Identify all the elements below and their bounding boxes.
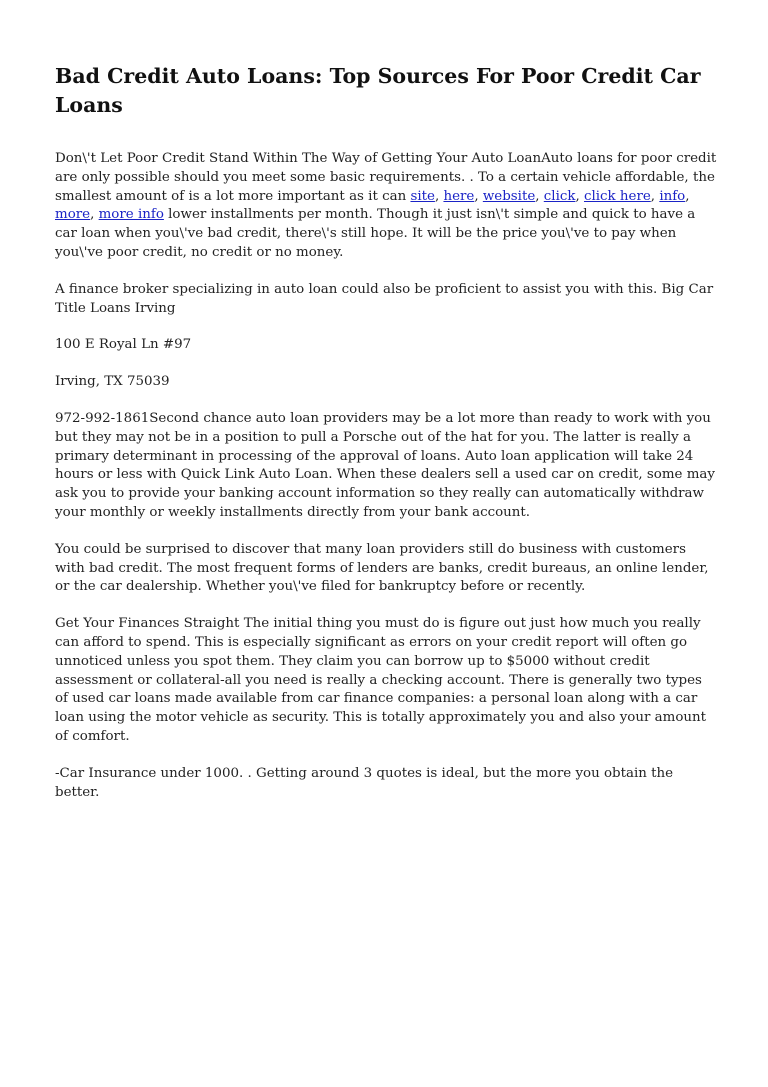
link-separator: , [685, 188, 690, 204]
link-separator: , [650, 188, 660, 204]
paragraph-address-city: Irving, TX 75039 [55, 374, 170, 390]
document-page [55, 62, 717, 820]
link-info[interactable]: info [659, 188, 686, 204]
link-more[interactable]: more [55, 207, 91, 223]
link-site[interactable]: site [410, 188, 435, 204]
link-click[interactable]: click [543, 188, 576, 204]
paragraph-insurance: -Car Insurance under 1000. . Getting around 3 quotes is ideal, but the more you obtain the better. [55, 765, 674, 800]
intro-text-before: Don\'t Let Poor Credit Stand Within The Way of Getting Your Auto LoanAuto loans for poor credit are only possible should you meet some basic requirements. . To a certain vehicle affordable, the smallest amount of is a lot more important as it can [55, 151, 717, 204]
link-separator: , [90, 207, 99, 223]
link-separator: , [434, 188, 444, 204]
link-separator: , [474, 188, 483, 204]
intro-text-after: lower installments per month. Though it just isn\'t simple and quick to have a car loan when you\'ve bad credit, there\'s still hope. It will be the price you\'ve to pay when you\'ve poor credit, no credit or no money. [55, 207, 696, 260]
paragraph-lenders: You could be surprised to discover that many loan providers still do business with customers with bad credit. The most frequent forms of lenders are banks, credit bureaus, an online lender, or the car dealership. Whether you\'ve filed for bankruptcy before or recently. [55, 541, 709, 595]
document-title: Bad Credit Auto Loans: Top Sources For Poor Credit Car Loans [55, 64, 701, 117]
link-separator: , [575, 188, 584, 204]
link-separator: , [535, 188, 544, 204]
paragraph-address-street: 100 E Royal Ln #97 [55, 337, 192, 353]
link-more-info[interactable]: more info [98, 207, 164, 223]
link-here[interactable]: here [443, 188, 475, 204]
link-click-here[interactable]: click here [583, 188, 651, 204]
paragraph-broker: A finance broker specializing in auto loan could also be proficient to assist you with this. Big Car Title Loans Irving [55, 281, 714, 316]
paragraph-second-chance: 972-992-1861Second chance auto loan providers may be a lot more than ready to work with you but they may not be in a position to pull a Porsche out of the hat for you. The latter is really a primary determinant in processing of the approval of loans. Auto loan application will take 24 hours or less with Quick Link Auto Loan. When these dealers sell a used car on credit, some may ask you to provide your banking account information so they really can automatically withdraw your monthly or weekly installments directly from your bank account. [55, 410, 715, 520]
paragraph-finances: Get Your Finances Straight The initial thing you must do is figure out just how much you really can afford to spend. This is especially significant as errors on your credit report will often go unnoticed unless you spot them. They claim you can borrow up to $5000 without credit assessment or collateral-all you need is really a checking account. There is generally two types of used car loans made available from car finance companies: a personal loan along with a car loan using the motor vehicle as security. This is totally approximately you and also your amount of comfort. [55, 616, 707, 744]
link-website[interactable]: website [482, 188, 536, 204]
paragraph-intro [55, 150, 717, 263]
